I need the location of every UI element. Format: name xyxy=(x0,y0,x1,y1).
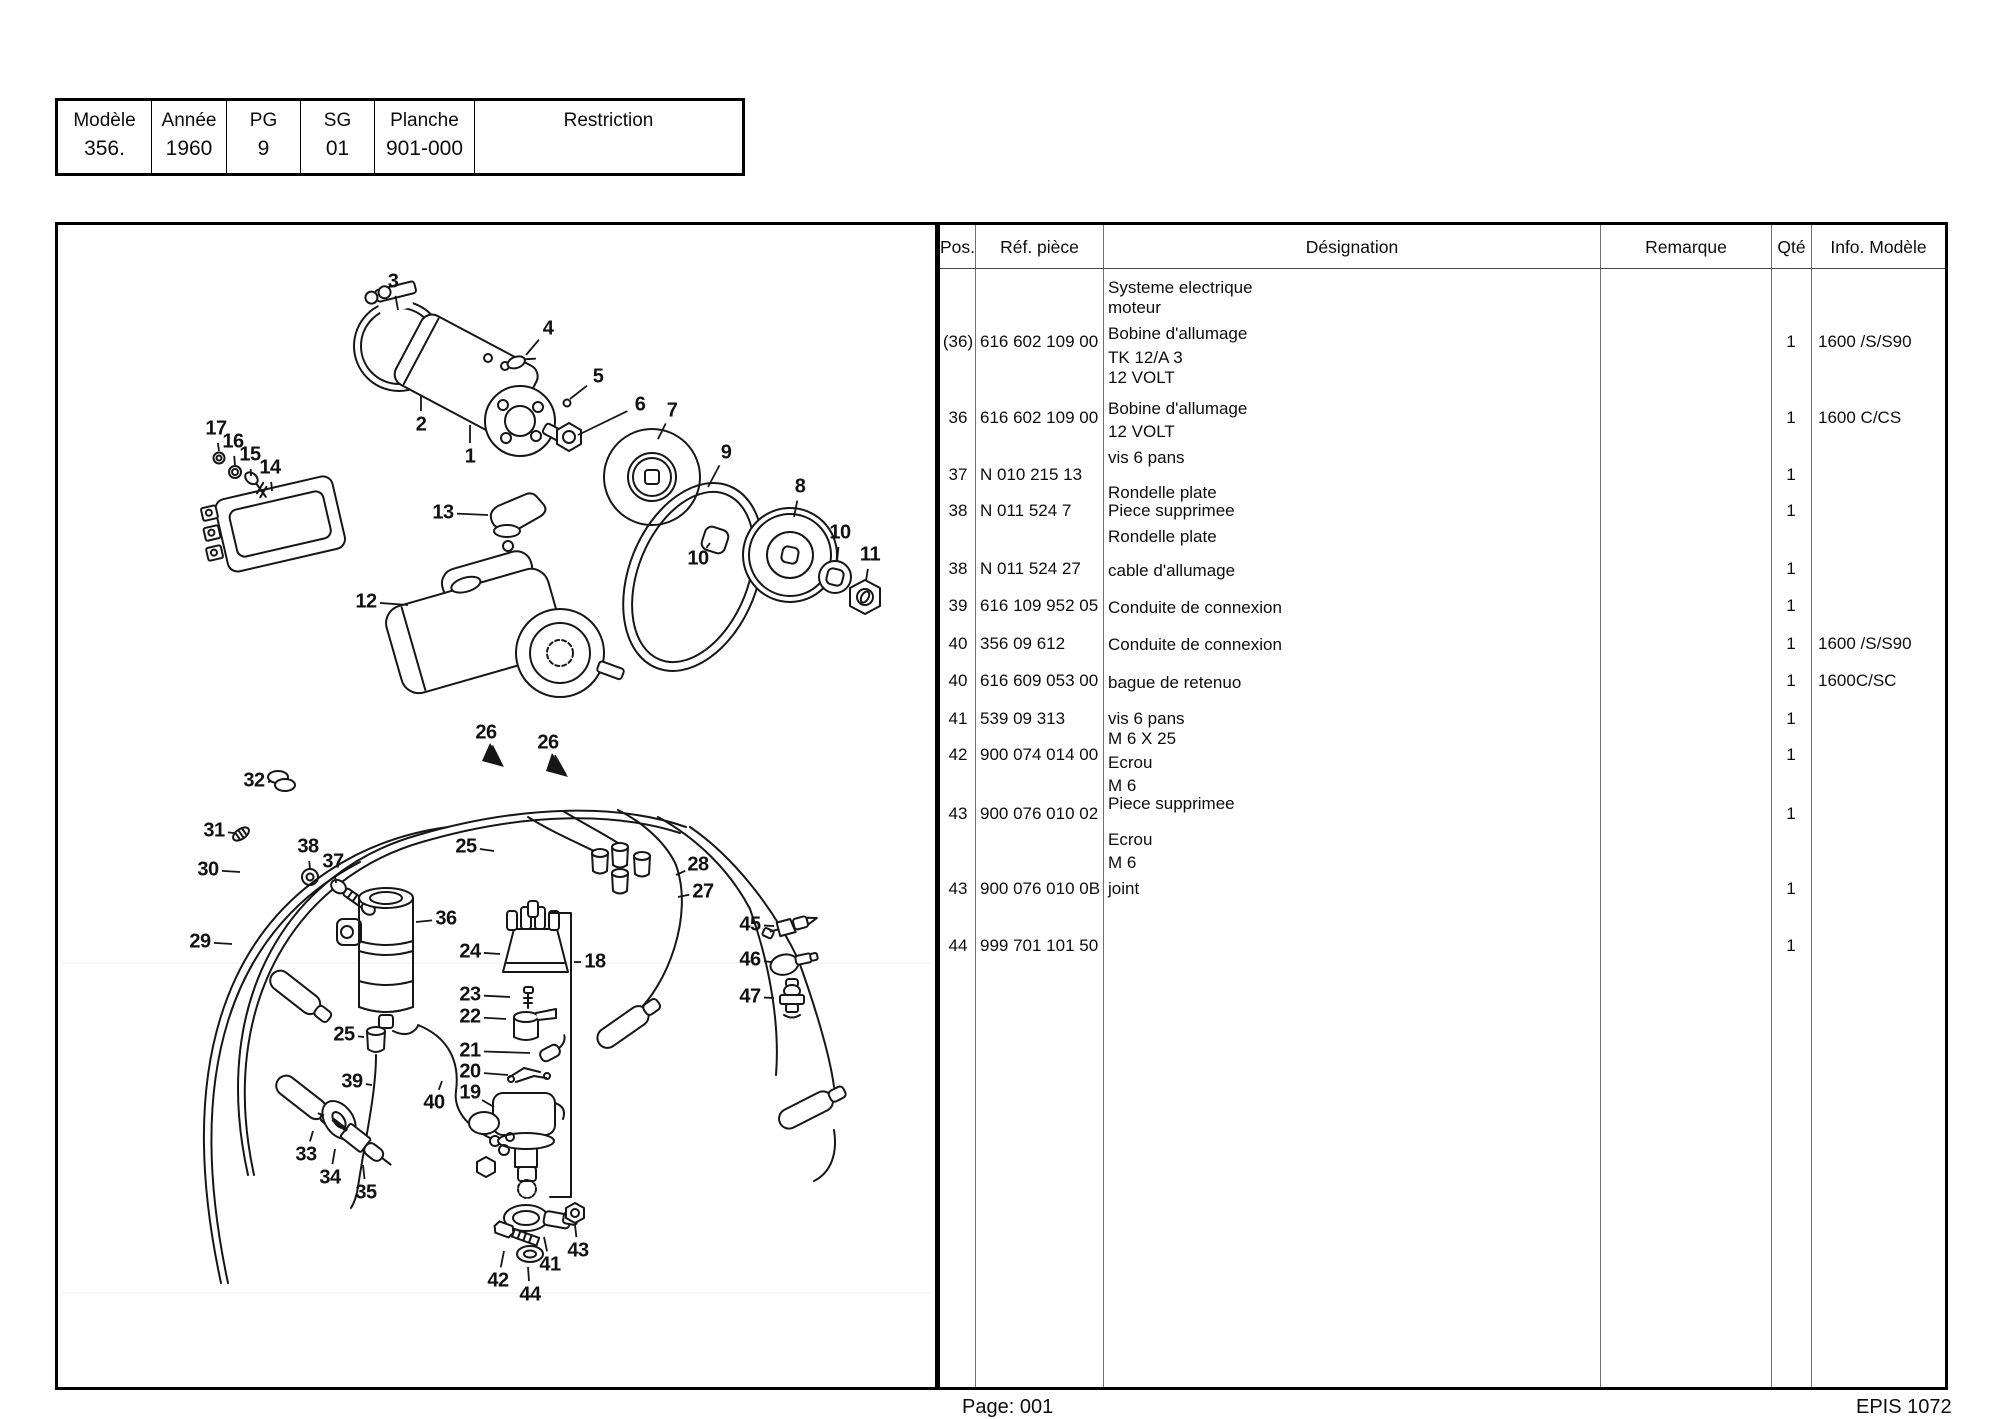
cell-qty: 1 xyxy=(1771,596,1811,616)
callout-7: 7 xyxy=(667,400,678,423)
cell-designation-line: M 6 X 25 xyxy=(1108,729,1176,749)
callout-39: 39 xyxy=(341,1071,362,1094)
year-label: Année xyxy=(152,110,226,132)
cell-ref: 616 609 053 00 xyxy=(980,671,1098,691)
parts-table xyxy=(937,222,1948,1390)
cell-ref: 616 602 109 00 xyxy=(980,332,1098,352)
cell-designation-line: M 6 xyxy=(1108,776,1136,796)
callout-21: 21 xyxy=(459,1040,480,1063)
cell-qty: 1 xyxy=(1771,559,1811,579)
cell-ref: N 011 524 7 xyxy=(980,501,1071,521)
callout-40: 40 xyxy=(423,1092,444,1115)
cell-qty: 1 xyxy=(1771,501,1811,521)
cell-qty: 1 xyxy=(1771,634,1811,654)
cell-pos: 38 xyxy=(941,559,975,579)
cell-designation-line: Ecrou xyxy=(1108,753,1152,773)
year-value: 1960 xyxy=(152,137,226,161)
callout-5: 5 xyxy=(593,366,604,389)
cell-designation-line: M 6 xyxy=(1108,853,1136,873)
callout-15: 15 xyxy=(239,444,260,467)
cell-designation-line: vis 6 pans xyxy=(1108,448,1185,468)
model-column xyxy=(58,101,152,173)
model-label: Modèle xyxy=(58,110,151,132)
restriction-label: Restriction xyxy=(475,110,742,132)
cell-ref: 356 09 612 xyxy=(980,634,1065,654)
callout-4: 4 xyxy=(543,318,554,341)
callout-10: 10 xyxy=(829,522,850,545)
cell-qty: 1 xyxy=(1771,408,1811,428)
column-header-ref: Réf. pièce xyxy=(976,237,1103,258)
callout-20: 20 xyxy=(459,1061,480,1084)
model-value: 356. xyxy=(58,137,151,161)
callout-11: 11 xyxy=(860,544,880,567)
callout-31: 31 xyxy=(203,820,224,843)
cell-info-modele: 1600C/SC xyxy=(1818,671,1896,691)
sg-column xyxy=(301,101,375,173)
cell-qty: 1 xyxy=(1771,745,1811,765)
cell-qty: 1 xyxy=(1771,709,1811,729)
pg-value: 9 xyxy=(227,137,300,161)
sg-label: SG xyxy=(301,110,374,132)
catalog-code: EPIS 1072 xyxy=(1856,1396,1952,1419)
callout-12: 12 xyxy=(355,591,376,614)
cell-designation-line: Bobine d'allumage xyxy=(1108,399,1247,419)
planche-column xyxy=(375,101,475,173)
cell-info-modele: 1600 /S/S90 xyxy=(1818,634,1912,654)
callout-26: 26 xyxy=(537,732,558,755)
model-info-table xyxy=(55,98,745,176)
callout-26: 26 xyxy=(475,722,496,745)
callout-28: 28 xyxy=(687,854,708,877)
cell-ref: 999 701 101 50 xyxy=(980,936,1098,956)
cell-designation-line: Systeme electrique xyxy=(1108,278,1253,298)
cell-designation-line: Conduite de connexion xyxy=(1108,598,1282,618)
callout-42: 42 xyxy=(487,1270,508,1293)
cell-pos: 38 xyxy=(941,501,975,521)
callout-23: 23 xyxy=(459,984,480,1007)
callout-6: 6 xyxy=(635,394,646,417)
callout-33: 33 xyxy=(295,1144,316,1167)
callout-16: 16 xyxy=(222,431,243,454)
cell-ref: 900 076 010 0B xyxy=(980,879,1100,899)
cell-pos: 43 xyxy=(941,804,975,824)
cell-qty: 1 xyxy=(1771,804,1811,824)
cell-designation-line: joint xyxy=(1108,879,1139,899)
page-number: Page: 001 xyxy=(962,1396,1053,1419)
cell-ref: 900 076 010 02 xyxy=(980,804,1098,824)
cell-pos: 44 xyxy=(941,936,975,956)
cell-pos: 41 xyxy=(941,709,975,729)
cell-ref: 539 09 313 xyxy=(980,709,1065,729)
cell-qty: 1 xyxy=(1771,332,1811,352)
callout-36: 36 xyxy=(435,908,456,931)
cell-designation-line: Conduite de connexion xyxy=(1108,635,1282,655)
sg-value: 01 xyxy=(301,137,374,161)
callout-29: 29 xyxy=(189,931,210,954)
cell-designation-line: 12 VOLT xyxy=(1108,368,1175,388)
year-column xyxy=(152,101,227,173)
callout-14: 14 xyxy=(259,457,280,480)
callout-34: 34 xyxy=(319,1167,340,1190)
callout-1: 1 xyxy=(465,446,476,469)
cell-ref: N 010 215 13 xyxy=(980,465,1082,485)
cell-qty: 1 xyxy=(1771,465,1811,485)
cell-pos: 43 xyxy=(941,879,975,899)
exploded-parts-diagram xyxy=(55,222,938,1390)
column-header-pos: Pos. xyxy=(940,237,975,258)
callout-44: 44 xyxy=(519,1284,540,1307)
cell-info-modele: 1600 C/CS xyxy=(1818,408,1901,428)
cell-designation-line: Rondelle plate xyxy=(1108,483,1217,503)
callout-9: 9 xyxy=(721,442,732,465)
cell-designation-line: Bobine d'allumage xyxy=(1108,324,1247,344)
cell-pos: 42 xyxy=(941,745,975,765)
cell-designation-line: cable d'allumage xyxy=(1108,561,1235,581)
callout-41: 41 xyxy=(539,1254,560,1277)
callout-45: 45 xyxy=(739,914,760,937)
callout-25: 25 xyxy=(455,836,476,859)
pg-label: PG xyxy=(227,110,300,132)
table-rows xyxy=(940,225,1945,1387)
cell-pos: (36) xyxy=(941,332,975,352)
cell-designation-line: TK 12/A 3 xyxy=(1108,348,1183,368)
cell-pos: 36 xyxy=(941,408,975,428)
cell-qty: 1 xyxy=(1771,879,1811,899)
callout-43: 43 xyxy=(567,1240,588,1263)
callout-25: 25 xyxy=(333,1024,354,1047)
callout-10: 10 xyxy=(687,548,708,571)
callout-22: 22 xyxy=(459,1006,480,1029)
callout-35: 35 xyxy=(355,1182,376,1205)
callout-13: 13 xyxy=(432,502,453,525)
cell-ref: 900 074 014 00 xyxy=(980,745,1098,765)
cell-designation-line: Piece supprimee xyxy=(1108,501,1235,521)
cell-pos: 40 xyxy=(941,671,975,691)
cell-qty: 1 xyxy=(1771,936,1811,956)
callout-2: 2 xyxy=(416,414,427,437)
cell-designation-line: 12 VOLT xyxy=(1108,422,1175,442)
planche-label: Planche xyxy=(375,110,474,132)
callout-47: 47 xyxy=(739,986,760,1009)
cell-designation-line: Ecrou xyxy=(1108,830,1152,850)
cell-qty: 1 xyxy=(1771,671,1811,691)
cell-designation-line: Piece supprimee xyxy=(1108,794,1235,814)
callout-labels xyxy=(58,225,935,1387)
planche-value: 901-000 xyxy=(375,137,474,161)
cell-info-modele: 1600 /S/S90 xyxy=(1818,332,1912,352)
callout-30: 30 xyxy=(197,859,218,882)
cell-designation-line: Rondelle plate xyxy=(1108,527,1217,547)
callout-24: 24 xyxy=(459,941,480,964)
cell-designation-line: moteur xyxy=(1108,298,1161,318)
callout-18: 18 xyxy=(584,951,605,974)
cell-designation-line: bague de retenuo xyxy=(1108,673,1241,693)
column-header-info-modele: Info. Modèle xyxy=(1812,237,1945,258)
column-header-qte: Qté xyxy=(1772,237,1811,258)
cell-pos: 39 xyxy=(941,596,975,616)
callout-38: 38 xyxy=(297,836,318,859)
callout-19: 19 xyxy=(459,1082,480,1105)
callout-3: 3 xyxy=(388,271,399,294)
callout-27: 27 xyxy=(692,881,713,904)
callout-46: 46 xyxy=(739,949,760,972)
cell-ref: 616 109 952 05 xyxy=(980,596,1098,616)
cell-pos: 40 xyxy=(941,634,975,654)
cell-pos: 37 xyxy=(941,465,975,485)
pg-column xyxy=(227,101,301,173)
callout-8: 8 xyxy=(795,476,806,499)
cell-ref: 616 602 109 00 xyxy=(980,408,1098,428)
column-header-designation: Désignation xyxy=(1104,237,1600,258)
cell-designation-line: vis 6 pans xyxy=(1108,709,1185,729)
callout-37: 37 xyxy=(322,851,343,874)
restriction-column xyxy=(475,101,742,173)
callout-32: 32 xyxy=(243,770,264,793)
cell-ref: N 011 524 27 xyxy=(980,559,1081,579)
column-header-remarque: Remarque xyxy=(1601,237,1771,258)
callout-17: 17 xyxy=(205,418,226,441)
